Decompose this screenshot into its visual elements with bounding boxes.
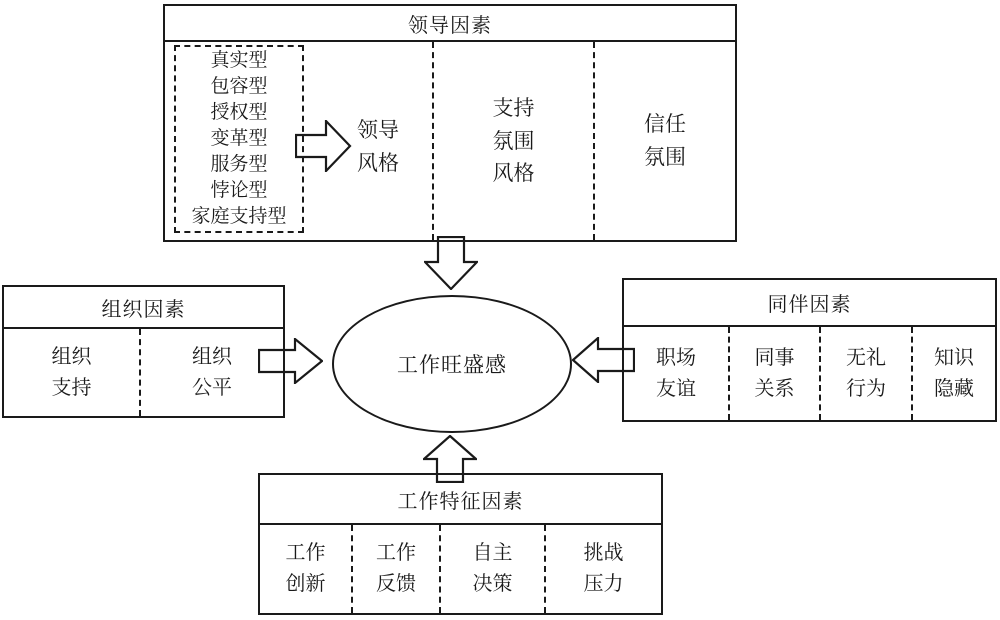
trust-climate-cell xyxy=(593,42,735,240)
leader-style-cell xyxy=(165,42,432,240)
org-support-cell xyxy=(4,329,139,416)
leader-factors-title: 领导因素 xyxy=(165,6,735,42)
block-arrow-right-icon xyxy=(295,120,352,172)
thriving-at-work-ellipse xyxy=(332,295,572,433)
knowledge-hiding-label: 知识隐藏 xyxy=(934,346,974,400)
leadership-styles-list xyxy=(174,45,304,233)
list-item: 包容型 xyxy=(210,76,268,97)
autonomy-cell xyxy=(439,525,544,613)
job-factors-body xyxy=(260,525,661,613)
peer-factors-box xyxy=(622,278,997,422)
org-factors-body xyxy=(4,329,283,416)
job-factors-box xyxy=(258,473,663,615)
support-climate-cell xyxy=(432,42,593,240)
list-item: 变革型 xyxy=(210,128,268,149)
list-item: 服务型 xyxy=(210,154,268,175)
block-arrow-left-icon xyxy=(572,337,635,383)
list-item: 悖论型 xyxy=(210,180,268,201)
support-climate-label: 支持氛围风格 xyxy=(492,96,535,186)
incivility-label: 无礼行为 xyxy=(846,346,886,400)
job-factors-title: 工作特征因素 xyxy=(260,475,661,525)
workplace-friendship-cell xyxy=(624,327,728,420)
leader-factors-box xyxy=(163,4,737,242)
list-item: 授权型 xyxy=(210,102,268,123)
coworker-relationship-label: 同事关系 xyxy=(754,346,795,400)
block-arrow-up-icon xyxy=(423,435,477,483)
org-justice-label: 组织公平 xyxy=(192,345,232,399)
incivility-cell xyxy=(819,327,911,420)
job-feedback-cell xyxy=(351,525,439,613)
job-innovation-label: 工作创新 xyxy=(285,542,326,595)
job-innovation-cell xyxy=(260,525,351,613)
list-item: 家庭支持型 xyxy=(191,206,287,227)
org-factors-title: 组织因素 xyxy=(4,287,283,329)
leader-factors-body xyxy=(165,42,735,240)
org-support-label: 组织支持 xyxy=(51,345,92,399)
block-arrow-down-icon xyxy=(424,236,478,290)
challenge-stress-label: 挑战压力 xyxy=(583,542,624,595)
peer-factors-title: 同伴因素 xyxy=(624,280,995,327)
knowledge-hiding-cell xyxy=(911,327,995,420)
leader-style-label: 领导风格 xyxy=(357,118,399,175)
coworker-relationship-cell xyxy=(728,327,819,420)
workplace-friendship-label: 职场友谊 xyxy=(656,346,696,400)
peer-factors-body xyxy=(624,327,995,420)
block-arrow-right-icon xyxy=(258,338,323,384)
trust-climate-label: 信任氛围 xyxy=(644,112,686,169)
job-feedback-label: 工作反馈 xyxy=(376,542,416,595)
org-factors-box xyxy=(2,285,285,418)
list-item: 真实型 xyxy=(210,50,268,71)
challenge-stress-cell xyxy=(544,525,661,613)
thriving-at-work-label: 工作旺盛感 xyxy=(397,353,507,377)
autonomy-label: 自主决策 xyxy=(472,542,513,595)
